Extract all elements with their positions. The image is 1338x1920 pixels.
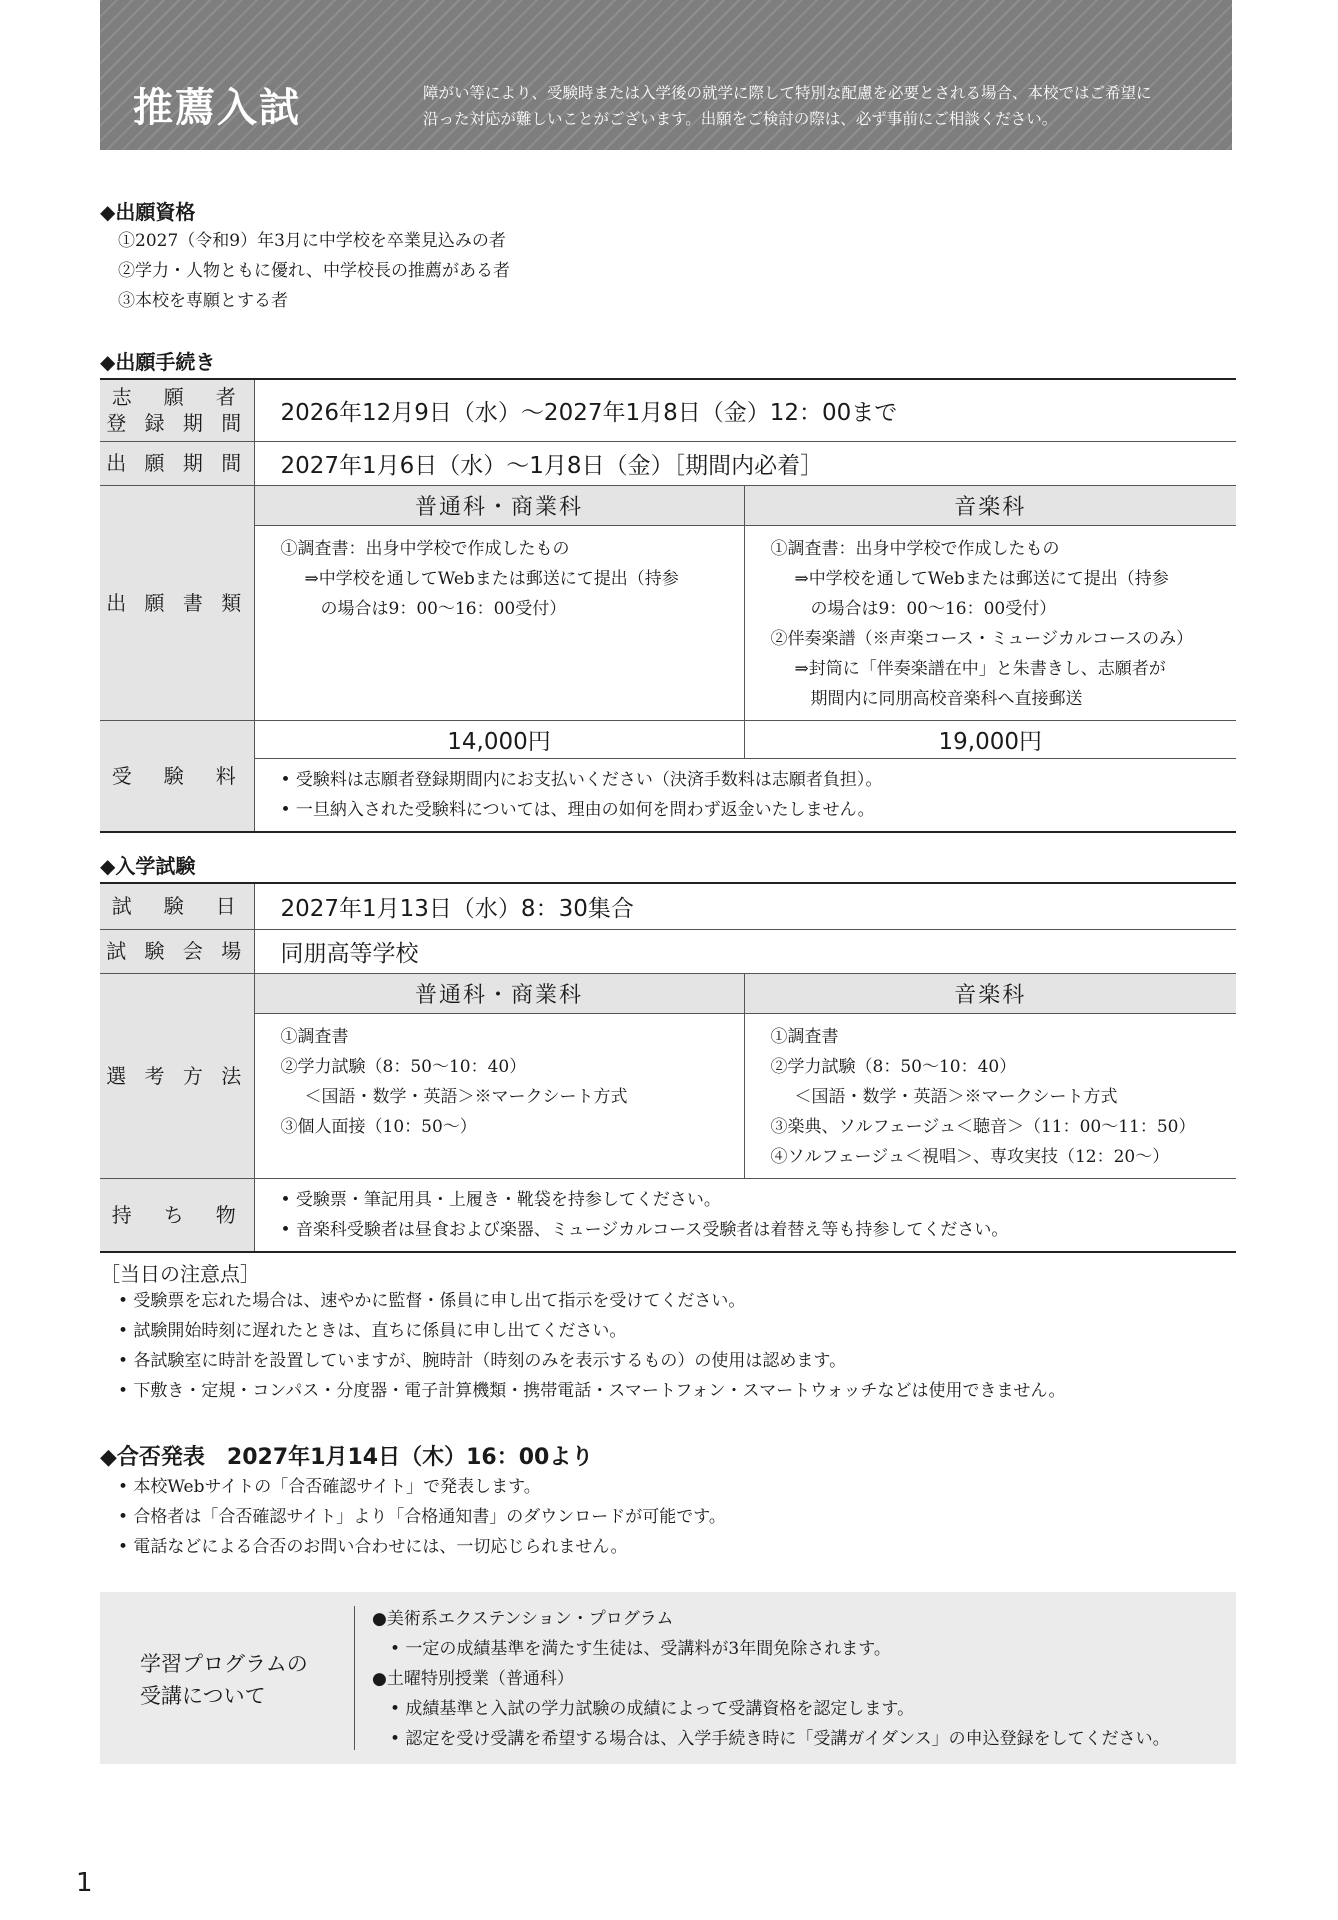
list-item: • 一定の成績基準を満たす生徒は、受講料が3年間免除されます。 [390, 1639, 891, 1659]
list-item: ②学力・人物ともに優れ、中学校長の推薦がある者 [118, 261, 511, 281]
table-row [100, 1013, 1236, 1178]
list-item: ③個人面接（10：50～） [280, 1116, 477, 1137]
eligibility-list [118, 226, 510, 316]
program-body [372, 1604, 1170, 1754]
header-note-line: 障がい等により、受験時または入学後の就学に際して特別な配慮を必要とされる場合、本校ではご希望に [423, 84, 1152, 102]
fee-music: 19,000円 [744, 720, 1236, 758]
procedure-table [100, 378, 1236, 833]
belongings-label: 持 ち 物 [100, 1178, 254, 1252]
list-item: • 下敷き・定規・コンパス・分度器・電子計算機類・携帯電話・スマートフォン・スマートウォッチなどは使用できません。 [118, 1381, 1066, 1401]
exam-venue-value: 同朋高等学校 [254, 929, 1236, 973]
program-heading: ●土曜特別授業（普通科） [372, 1669, 574, 1689]
table-row [100, 485, 1236, 525]
program-box [100, 1592, 1236, 1764]
list-item: ⇒中学校を通してWebまたは郵送にて提出（持参 [794, 568, 1169, 589]
header-note-line: 沿った対応が難しいことがございます。出願をご検討の際は、必ず事前にご相談ください。 [423, 110, 1058, 128]
section-heading-results: ◆合否発表 2027年1月14日（木）16：00より [100, 1445, 594, 1470]
period-label: 出 願 期 間 [100, 441, 254, 485]
section-heading-procedure: ◆出願手続き [100, 350, 216, 374]
list-item: ⇒封筒に「伴奏楽譜在中」と朱書きし、志願者が [794, 658, 1166, 679]
list-item: • 試験開始時刻に遅れたときは、直ちに係員に申し出てください。 [118, 1321, 627, 1341]
list-item: ②学力試験（8：50～10：40） [280, 1056, 527, 1077]
table-row [100, 929, 1236, 973]
method-general [254, 1013, 744, 1178]
list-item: • 受験票・筆記用具・上履き・靴袋を持参してください。 [280, 1189, 721, 1210]
exam-table [100, 882, 1236, 1253]
program-title-line: 学習プログラムの [140, 1652, 308, 1676]
column-header-music: 音楽科 [744, 973, 1236, 1013]
list-item: • 本校Webサイトの「合否確認サイト」で発表します。 [118, 1477, 541, 1497]
method-music [744, 1013, 1236, 1178]
column-header-general: 普通科・商業科 [254, 973, 744, 1013]
registration-label [100, 379, 254, 441]
header-band [100, 0, 1232, 150]
belongings-notes [254, 1178, 1236, 1252]
label-line: 志 願 者 [111, 385, 242, 410]
table-row [100, 883, 1236, 929]
list-item: • 音楽科受験者は昼食および楽器、ミュージカルコース受験者は着替え等も持参してください。 [280, 1219, 1009, 1240]
list-item: ①調査書 [770, 1026, 839, 1047]
table-row [100, 525, 1236, 720]
list-item: • 各試験室に時計を設置していますが、腕時計（時刻のみを表示するもの）の使用は認めます。 [118, 1351, 847, 1371]
period-value: 2027年1月6日（水）～1月8日（金）［期間内必着］ [254, 441, 1236, 485]
exam-date-label: 試 験 日 [100, 883, 254, 929]
page-title: 推薦入試 [133, 85, 301, 131]
table-row [100, 1178, 1236, 1252]
list-item: の場合は9：00～16：00受付） [320, 598, 567, 619]
list-item: ②学力試験（8：50～10：40） [770, 1056, 1017, 1077]
list-item: ③楽典、ソルフェージュ＜聴音＞（11：00～11：50） [770, 1116, 1196, 1137]
list-item: ①調査書 [280, 1026, 349, 1047]
exam-date-value: 2027年1月13日（水）8：30集合 [254, 883, 1236, 929]
section-heading-exam: ◆入学試験 [100, 854, 196, 878]
column-header-music: 音楽科 [744, 485, 1236, 525]
fee-general: 14,000円 [254, 720, 744, 758]
column-header-general: 普通科・商業科 [254, 485, 744, 525]
cautions-list [118, 1286, 1066, 1406]
list-item: ⇒中学校を通してWebまたは郵送にて提出（持参 [304, 568, 679, 589]
list-item: ④ソルフェージュ＜視唱＞、専攻実技（12：20～） [770, 1146, 1170, 1167]
list-item: の場合は9：00～16：00受付） [810, 598, 1057, 619]
list-item: ②伴奏楽譜（※声楽コース・ミュージカルコースのみ） [770, 628, 1194, 649]
results-list [118, 1472, 726, 1562]
documents-general [254, 525, 744, 720]
program-title-line: 受講について [140, 1684, 266, 1708]
list-item: • 電話などによる合否のお問い合わせには、一切応じられません。 [118, 1537, 628, 1557]
list-item: • 認定を受け受講を希望する場合は、入学手続き時に「受講ガイダンス」の申込登録をしてください。 [390, 1729, 1170, 1749]
list-item: • 成績基準と入試の学力試験の成績によって受講資格を認定します。 [390, 1699, 915, 1719]
list-item: ①調査書：出身中学校で作成したもの [280, 538, 570, 559]
table-row [100, 441, 1236, 485]
list-item: ＜国語・数学・英語＞※マークシート方式 [304, 1086, 628, 1107]
list-item: 期間内に同朋高校音楽科へ直接郵送 [810, 688, 1083, 709]
list-item: ③本校を専願とする者 [118, 291, 288, 311]
divider [354, 1606, 355, 1750]
header-note [423, 80, 1223, 132]
list-item: ①調査書：出身中学校で作成したもの [770, 538, 1060, 559]
fee-label: 受 験 料 [100, 720, 254, 832]
program-heading: ●美術系エクステンション・プログラム [372, 1609, 674, 1629]
page-number: 1 [76, 1868, 93, 1898]
list-item: ①2027（令和9）年3月に中学校を卒業見込みの者 [118, 231, 506, 251]
cautions-heading: ［当日の注意点］ [100, 1262, 260, 1286]
table-row [100, 720, 1236, 758]
list-item: • 受験票を忘れた場合は、速やかに監督・係員に申し出て指示を受けてください。 [118, 1291, 746, 1311]
documents-label: 出 願 書 類 [100, 485, 254, 720]
label-line: 登 録 期 間 [106, 411, 248, 436]
exam-venue-label: 試 験 会 場 [100, 929, 254, 973]
list-item: • 一旦納入された受験料については、理由の如何を問わず返金いたしません。 [280, 799, 875, 820]
list-item: • 合格者は「合否確認サイト」より「合格通知書」のダウンロードが可能です。 [118, 1507, 726, 1527]
table-row [100, 758, 1236, 832]
section-heading-eligibility: ◆出願資格 [100, 200, 196, 224]
selection-method-label: 選 考 方 法 [100, 973, 254, 1178]
registration-value: 2026年12月9日（水）～2027年1月8日（金）12：00まで [254, 379, 1236, 441]
list-item: ＜国語・数学・英語＞※マークシート方式 [794, 1086, 1118, 1107]
table-row [100, 379, 1236, 441]
list-item: • 受験料は志願者登録期間内にお支払いください（決済手数料は志願者負担）。 [280, 769, 883, 790]
fee-notes [254, 758, 1236, 832]
documents-music [744, 525, 1236, 720]
table-row [100, 973, 1236, 1013]
program-title [140, 1648, 308, 1712]
